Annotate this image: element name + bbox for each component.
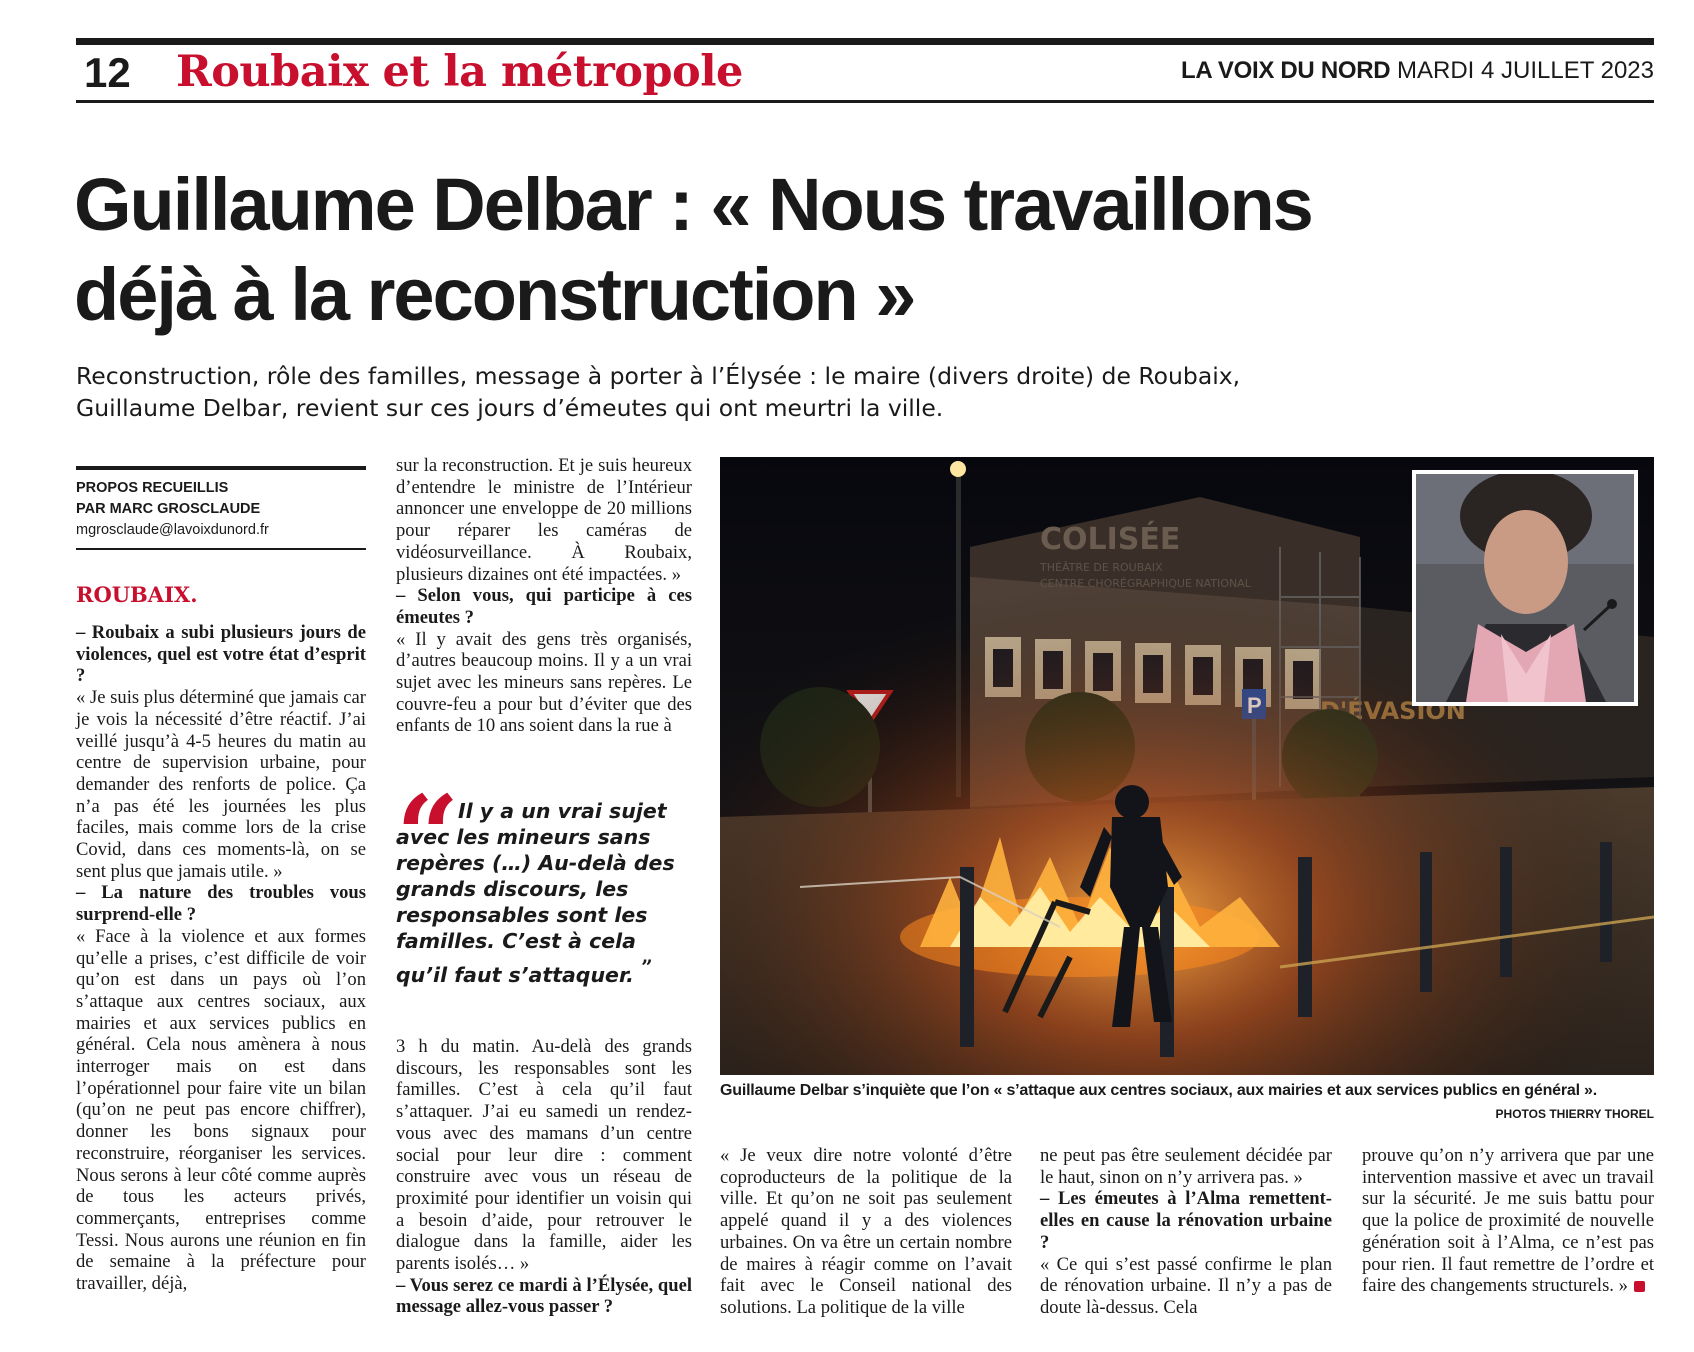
page-number: 12 [84,49,131,96]
article-end-mark [1634,1281,1645,1292]
interview-question: – Roubaix a subi plusieurs jours de violences, quel est votre état d’esprit ? [76,622,366,687]
dateline: ROUBAIX. [76,582,198,607]
column-2-bottom [396,1036,692,1318]
headline-line-2: déjà à la reconstruction » [74,253,915,336]
interview-answer: ne peut pas être seulement décidée par le haut, sinon on n’y arrivera pas. » [1040,1145,1332,1188]
column-1 [76,580,366,1295]
interview-answer: « Ce qui s’est passé confirme le plan de rénovation urbaine. Il n’y a pas de doute là-dessus. Cela [1040,1253,1332,1318]
pullquote-text: Il y a un vrai sujet avec les mineurs sans repères (…) Au-delà des grands discours, les responsables sont les familles. C’est à cela qu’il faut s’attaquer. [396,799,675,987]
byline-top-rule [76,466,366,470]
interview-answer: « Je suis plus déterminé que jamais car je vois la nécessité d’être réactif. J’ai veillé jusqu’à 4-5 heures du matin au centre de supervision urbaine, pour demander des renforts de police. Ça n’a pas été les journées les plus faciles, mais comme lors de la crise Covid, dans ces moments-là, on se sent plus que jamais utile. » [76,687,366,882]
photo-credit: PHOTOS THIERRY THOREL [1495,1107,1654,1121]
publication-line [1181,54,1654,88]
standfirst: Reconstruction, rôle des familles, message à porter à l’Élysée : le maire (divers droite) de Roubaix, Guillaume Delbar, revient sur ces jours d’émeutes qui ont meurtri la ville. [76,362,1241,422]
section-title: Roubaix et la métropole [176,47,743,97]
interview-answer: sur la reconstruction. Et je suis heureux d’entendre le ministre de l’Intérieur annoncer une enveloppe de 20 millions pour réparer les caméras de vidéosurveillance. À Roubaix, plusieurs dizaines ont été impactées. » [396,455,692,585]
interview-answer: « Il y avait des gens très organisés, d’autres beaucoup moins. Il y a un vrai sujet avec les mineurs sans repères. Le couvre-feu a pour but d’éviter que des enfants de 10 ans soient dans la rue à [396,628,692,737]
headline [74,160,1474,340]
interview-question: – La nature des troubles vous surprend-elle ? [76,882,366,926]
interview-answer: « Face à la violence et aux formes qu’elle a prises, c’est difficile de voir qu’on est dans un pays où l’on s’attaque aux centres sociaux, aux mairies et aux services publics en général. Cela nous amènera à nous interroger mais on est dans l’opérationnel pour faire vite un bilan (qu’on ne peut pas encore chiffrer), donner les bons signaux pour reconstruire, réorganiser les services. Nous serons à leur côté comme auprès de tous les acteurs privés, commerçants, entreprises comme Tessi. Nous aurons une réunion en fin de semaine à la préfecture pour travailler, déjà, [76,925,366,1295]
pullquote [396,798,692,988]
pullquote-close-mark: ” [641,955,653,979]
byline-bottom-rule [76,548,366,550]
byline-email: mgrosclaude@lavoixdunord.fr [76,522,269,538]
byline-author: PAR MARC GROSCLAUDE [76,501,261,517]
photo-caption: Guillaume Delbar s’inquiète que l’on « s’attaque aux centres sociaux, aux mairies et aux services publics en général ». [720,1082,1597,1099]
interview-answer: « Je veux dire notre volonté d’être coproducteurs de la politique de la ville. Et qu’on ne soit pas seulement appelé quand il y a des violences urbaines. On va être un certain nombre de maires à réagir comme on l’avait fait avec le Conseil national des solutions. La politique de la ville [720,1145,1012,1318]
mayor-portrait-inset [1412,470,1638,706]
column-2-top [396,455,692,737]
interview-question: – Les émeutes à l’Alma remettent-elles en cause la rénovation urbaine ? [1040,1188,1332,1253]
column-4 [1040,1145,1332,1319]
interview-answer: 3 h du matin. Au-delà des grands discours, les responsables sont les familles. C’est à cela qu’il faut s’attaquer. J’ai eu samedi un rendez-vous avec des mamans d’un centre social pour leur dire : comment construire avec vous un réseau de proximité pour identifier un voisin qui a besoin d’aide, pour retrouver le dialogue dans la famille, aider les parents isolés… » [396,1036,692,1275]
header-bottom-rule [76,100,1654,103]
byline-line-1: PROPOS RECUEILLIS [76,480,229,496]
pullquote-open-mark: “ [396,771,460,900]
byline [76,478,269,541]
interview-question: – Selon vous, qui participe à ces émeutes ? [396,585,692,628]
column-3 [720,1145,1012,1319]
publication-date: MARDI 4 JUILLET 2023 [1396,57,1654,84]
headline-line-1: Guillaume Delbar : « Nous travaillons [74,163,1312,246]
interview-answer: prouve qu’on n’y arrivera que par une intervention massive et avec un travail sur la sécurité. Je me suis battu pour que la police de proximité de nouvelle génération soit à l’Alma, ce n’est pas pour rien. Il faut remettre de l’ordre et faire des changements structurels. » [1362,1145,1654,1297]
column-1-body [76,622,366,1295]
publication-name: LA VOIX DU NORD [1181,57,1391,84]
interview-question: – Vous serez ce mardi à l’Élysée, quel message allez-vous passer ? [396,1274,692,1318]
column-5 [1362,1145,1654,1297]
mayor-portrait [1416,474,1634,702]
